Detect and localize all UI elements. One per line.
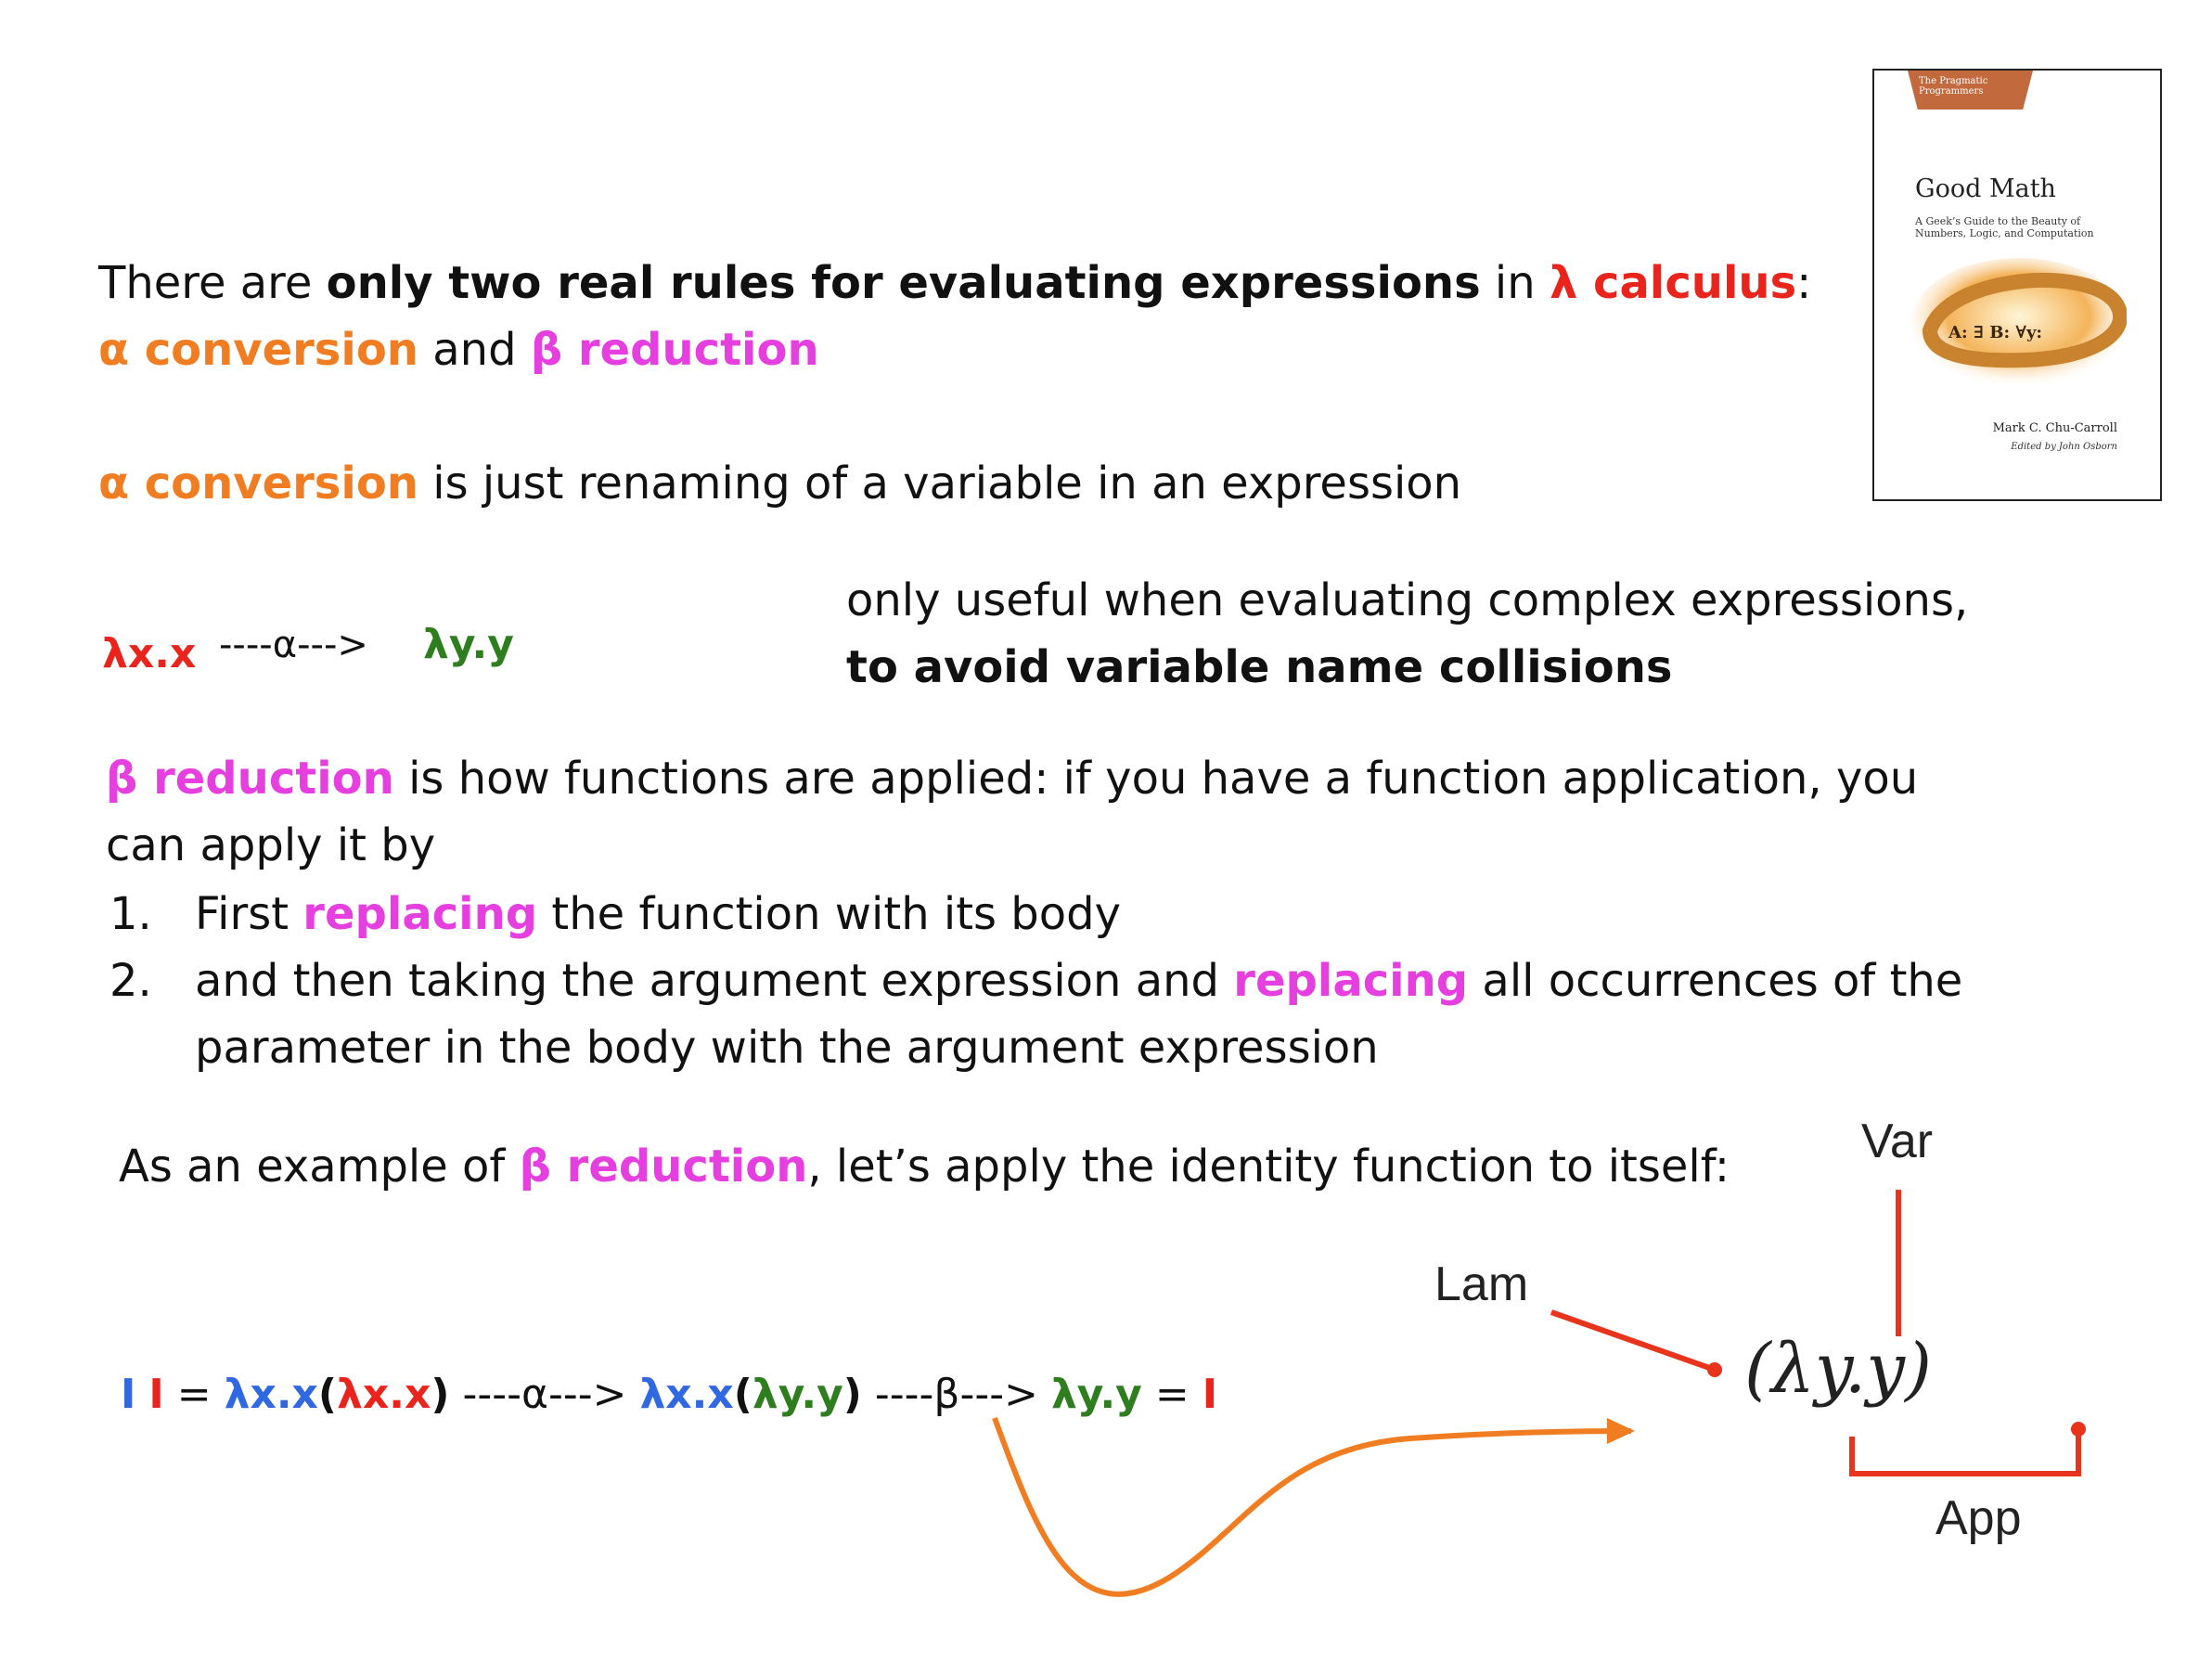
list-item-text: First <box>195 888 303 940</box>
intro-emphasis: only two real rules for evaluating expressions <box>326 257 1481 309</box>
identity-symbol-1: I <box>121 1371 136 1418</box>
app-connector-dot <box>2071 1422 2086 1437</box>
beta-definition-text: is how functions are applied: if you have a function application, you <box>393 753 1919 805</box>
publisher-name: The Pragmatic Programmers <box>1919 76 1988 97</box>
list-item-text: all occurrences of the <box>1468 955 1963 1007</box>
list-item-text: the function with its body <box>537 888 1122 940</box>
lam-connector-dot <box>1707 1362 1722 1377</box>
alpha-arrow: ----α---> <box>449 1371 640 1418</box>
alpha-note-line-2: to avoid variable name collisions <box>846 641 1673 693</box>
app-label: App <box>1936 1491 2022 1545</box>
intro-text: in <box>1480 257 1550 309</box>
intro-text: : <box>1796 257 1812 309</box>
lam-connector-line <box>1551 1312 1715 1370</box>
identity-symbol-2: I <box>148 1371 164 1418</box>
replacing-term: replacing <box>1233 955 1469 1007</box>
beta-arrow: ----β---> <box>861 1371 1051 1418</box>
lambda-calculus-term: λ calculus <box>1549 257 1797 309</box>
list-item-2-continued: parameter in the body with the argument expression <box>195 1022 1379 1074</box>
close-paren: ) <box>431 1371 450 1418</box>
example-text: As an example of <box>119 1141 520 1192</box>
beta-definition-line-2: can apply it by <box>106 819 436 871</box>
outer-function: λx.x <box>639 1371 734 1418</box>
identity-symbol-result: I <box>1202 1371 1218 1418</box>
list-number-2: 2. <box>109 955 152 1007</box>
equals-sign: = <box>163 1371 225 1418</box>
book-author: Mark C. Chu-Carroll <box>1992 421 2117 435</box>
beta-reduction-term: β reduction <box>519 1141 808 1192</box>
book-title: Good Math <box>1915 174 2056 203</box>
alpha-definition-text: is just renaming of a variable in an expression <box>418 458 1462 509</box>
equals-sign: = <box>1141 1371 1202 1418</box>
example-text: , let’s apply the identity function to itself: <box>807 1141 1730 1192</box>
alpha-example-right: λy.y <box>423 621 514 668</box>
alpha-example-arrow: ----α---> <box>219 624 368 666</box>
close-paren: ) <box>842 1371 862 1418</box>
open-paren: ( <box>733 1371 752 1418</box>
ribbon-text: A: ∃ B: ∀y: <box>1948 323 2043 342</box>
replacing-term: replacing <box>302 888 538 940</box>
renamed-argument: λy.y <box>752 1371 843 1418</box>
intro-text: There are <box>98 257 327 309</box>
beta-reduction-term: β reduction <box>106 753 394 805</box>
open-paren: ( <box>317 1371 338 1418</box>
book-editor: Edited by John Osborn <box>2011 442 2117 452</box>
intro-text: and <box>418 324 531 376</box>
app-bracket <box>1852 1435 2078 1474</box>
alpha-conversion-term: α conversion <box>98 324 418 376</box>
argument-function: λx.x <box>337 1371 431 1418</box>
alpha-conversion-term: α conversion <box>98 458 418 509</box>
alpha-note-line-1: only useful when evaluating complex expressions, <box>846 574 1969 626</box>
outer-function: λx.x <box>224 1371 318 1418</box>
lambda-expression: (λy.y) <box>1744 1329 1932 1409</box>
reduction-curve-arrow <box>995 1418 1631 1594</box>
alpha-example-left: λx.x <box>102 630 197 677</box>
lam-label: Lam <box>1434 1257 1529 1311</box>
reduction-arrowhead <box>1607 1418 1635 1444</box>
list-number-1: 1. <box>109 888 152 940</box>
list-item-text: and then taking the argument expression and <box>195 955 1234 1007</box>
book-cover <box>1872 69 2162 501</box>
reduced-result: λy.y <box>1050 1371 1142 1418</box>
mobius-ribbon-image <box>1911 256 2127 395</box>
book-subtitle: A Geek’s Guide to the Beauty of Numbers, Logic, and Computation <box>1915 215 2094 239</box>
beta-reduction-term: β reduction <box>530 324 819 376</box>
var-label: Var <box>1861 1115 1934 1168</box>
